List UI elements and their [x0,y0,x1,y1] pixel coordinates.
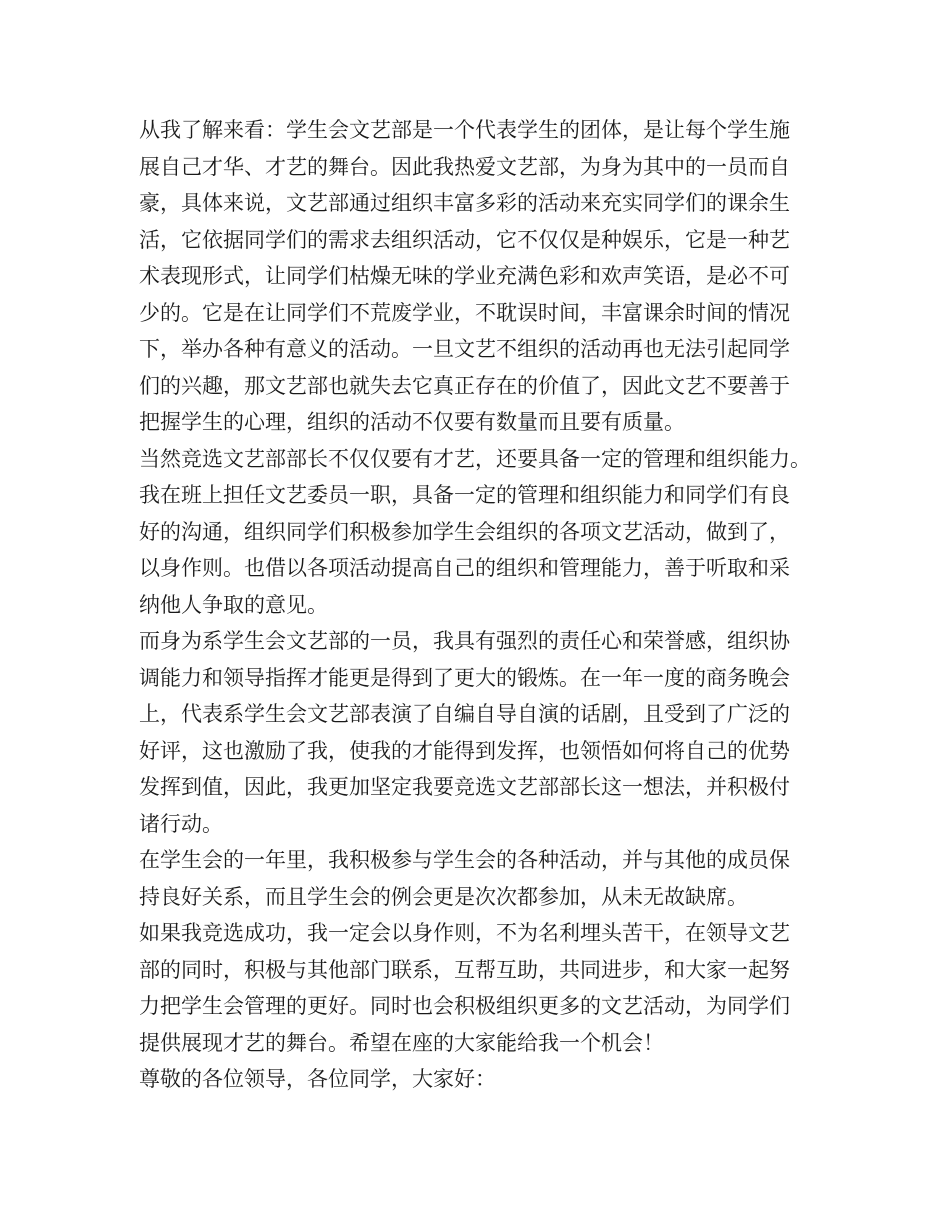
paragraph-abilities: 当然竞选文艺部部长不仅仅要有才艺，还要具备一定的管理和组织能力。 我在班上担任文艺委员一职，具备一定的管理和组织能力和同学们有良 好的沟通，组织同学们积极参加学生会组织的各项文艺活动，做到了， 以身作则。也借以各项活动提高自己的组织和管理能力，善于听取和采 纳他人争取的意见。 [139,446,811,617]
paragraph-commitment: 如果我竞选成功，我一定会以身作则，不为名利埋头苦干，在领导文艺 部的同时，积极与其他部门联系，互帮互助，共同进步，和大家一起努 力把学生会管理的更好。同时也会积极组织更多的文艺活动，为同学们 提供展现才艺的舞台。希望在座的大家能给我一个机会！ [139,921,790,1055]
paragraph-experience: 而身为系学生会文艺部的一员，我具有强烈的责任心和荣誉感，组织协 调能力和领导指挥才能更是得到了更大的锻炼。在一年一度的商务晚会 上，代表系学生会文艺部表演了自编自导自演的话剧，且受到了广泛的 好评，这也激励了我，使我的才能得到发挥，也领悟如何将自己的优势 发挥到值，因此，我更加坚定我要竞选文艺部部长这一想法，并积极付 诸行动。 [139,629,790,836]
paragraph-intro: 从我了解来看：学生会文艺部是一个代表学生的团体，是让每个学生施 展自己才华、才艺的舞台。因此我热爱文艺部，为身为其中的一员而自 豪，具体来说，文艺部通过组织丰富多彩的活动来充实同学们的课余生 活，它依据同学们的需求去组织活动，它不仅仅是种娱乐，它是一种艺 术表现形式，让同学们枯燥无味的学业充满色彩和欢声笑语，是必不可 少的。它是在让同学们不荒废学业，不耽误时间，丰富课余时间的情况 下，举办各种有意义的活动。一旦文艺不组织的活动再也无法引起同学 们的兴趣，那文艺部也就失去它真正存在的价值了，因此文艺不要善于 把握学生的心理，组织的活动不仅要有数量而且要有质量。 [139,118,790,434]
document-body [139,112,839,1098]
paragraph-greeting: 尊敬的各位领导，各位同学，大家好： [139,1067,496,1091]
paragraph-participation: 在学生会的一年里，我积极参与学生会的各种活动，并与其他的成员保 持良好关系，而且学生会的例会更是次次都参加，从未无故缺席。 [139,848,790,909]
